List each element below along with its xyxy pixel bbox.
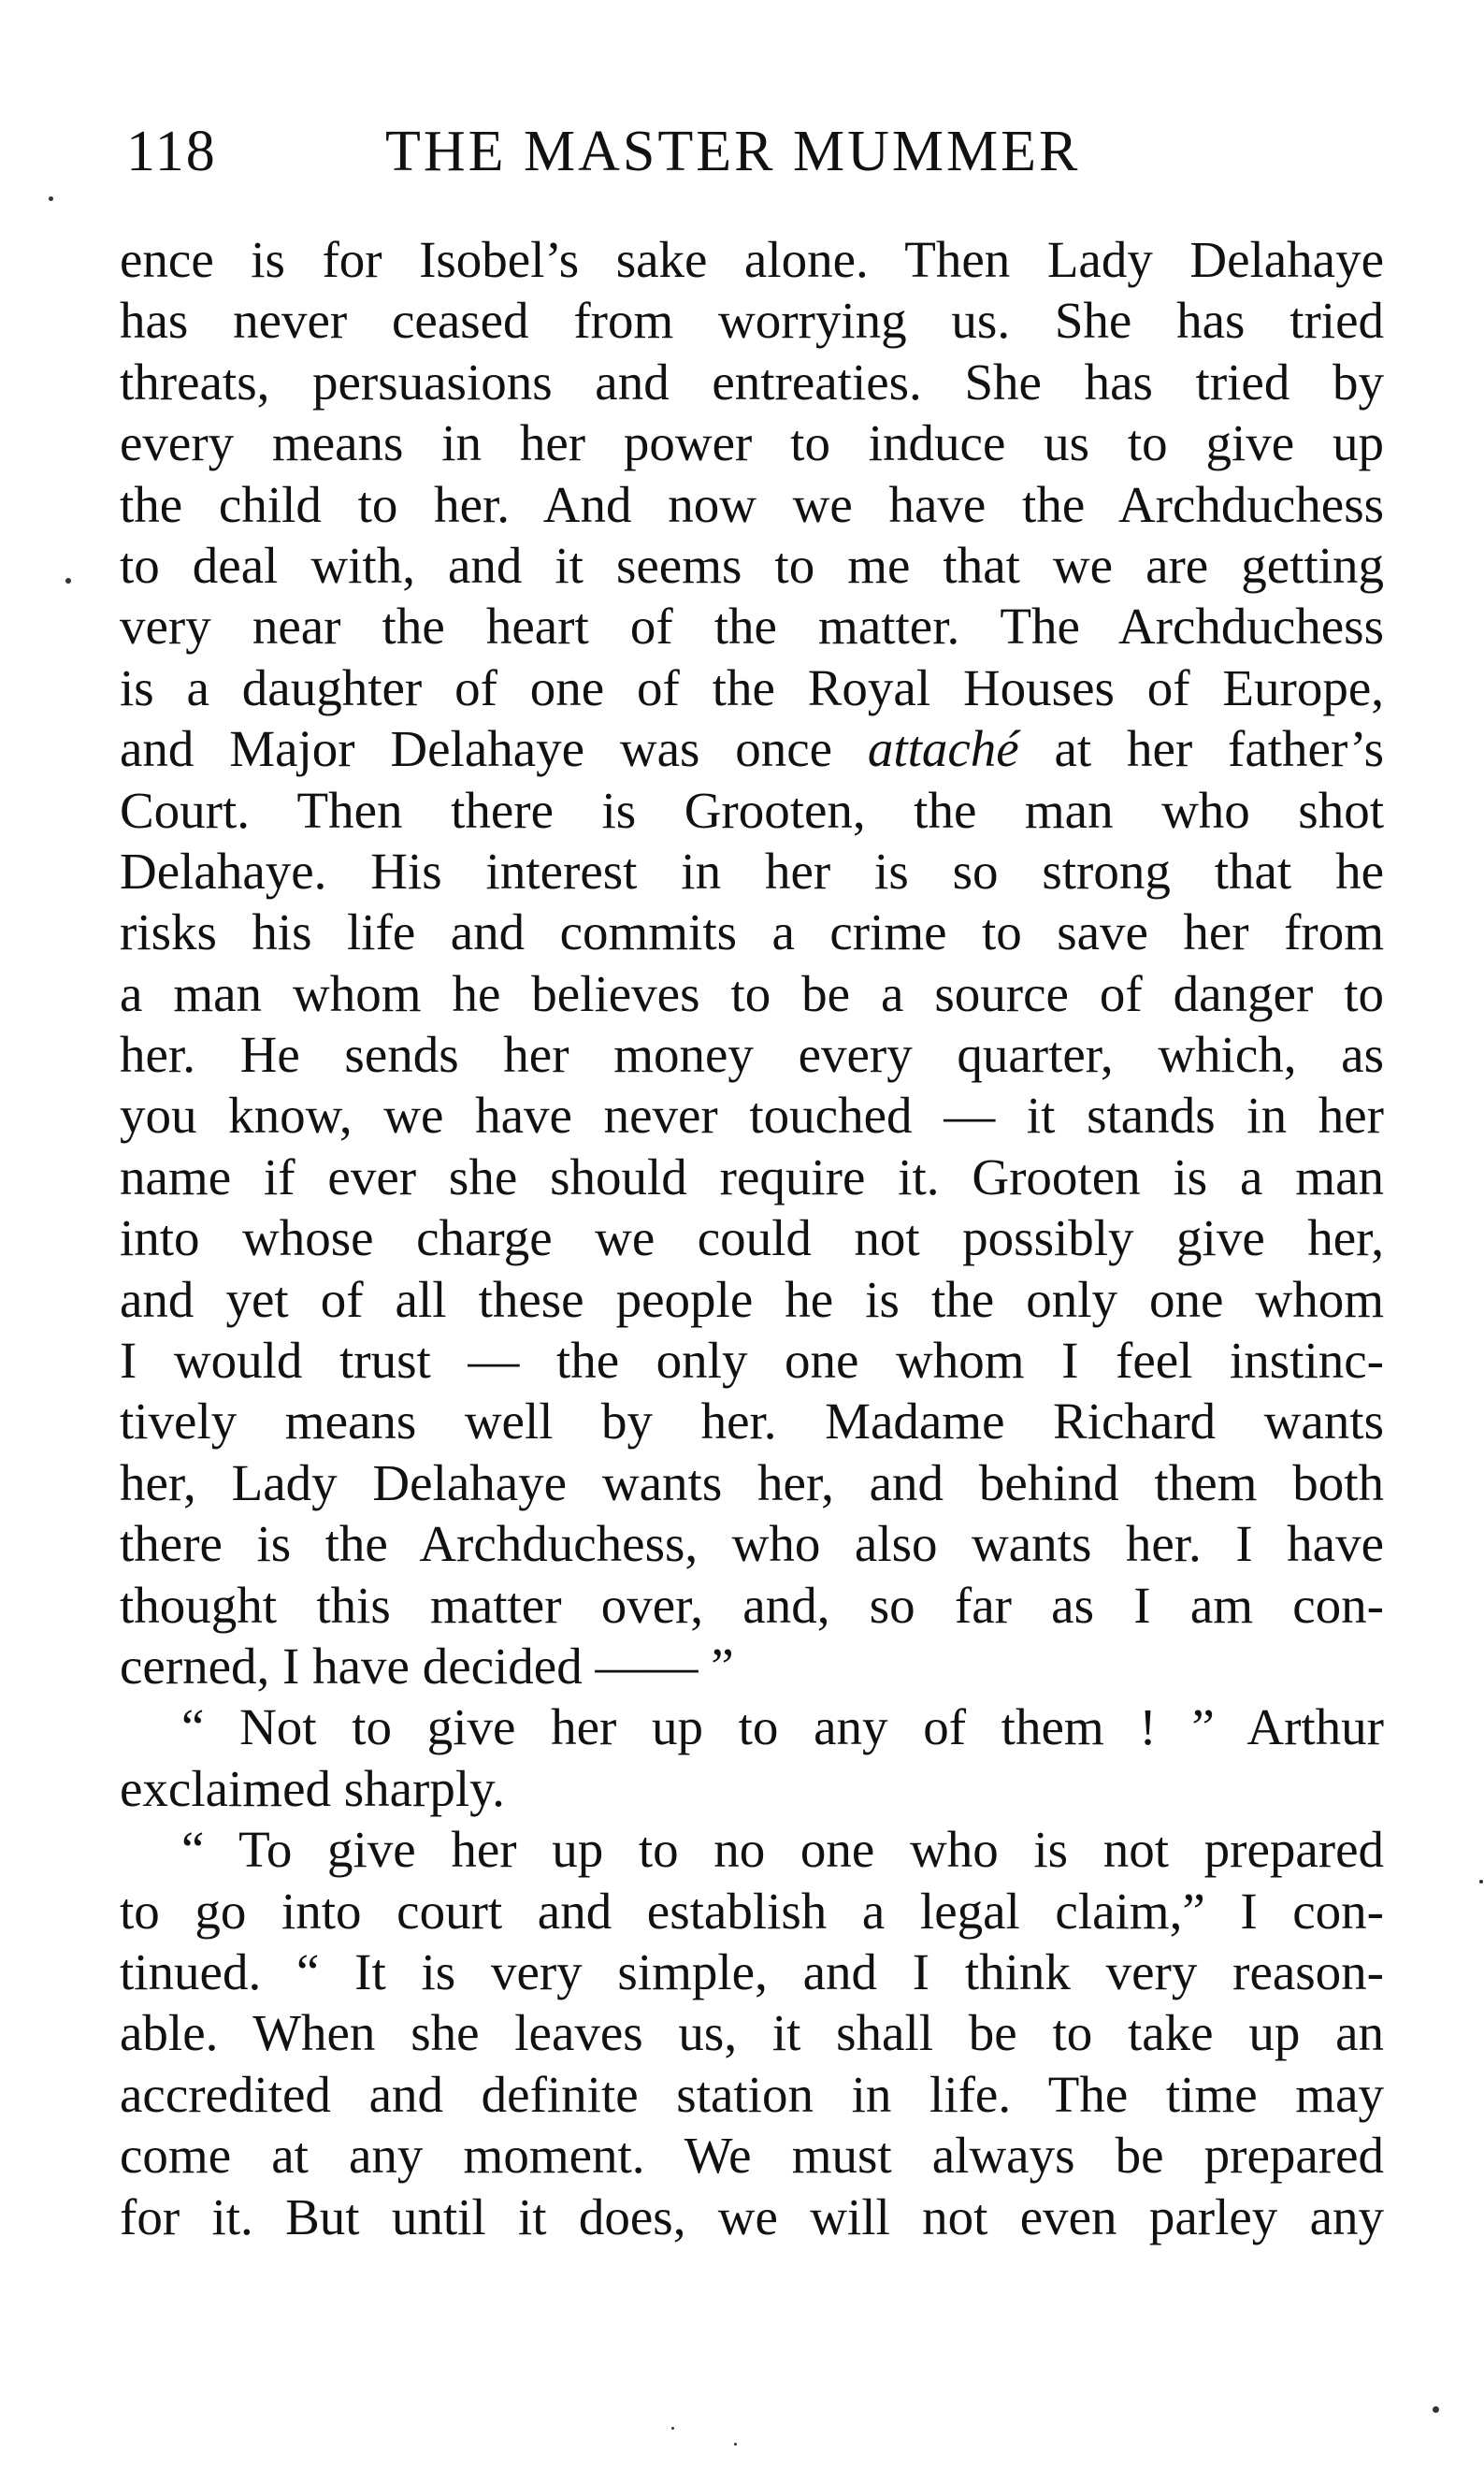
running-head <box>126 114 1379 189</box>
text-line: to go into court and establish a legal claim,” I con- <box>120 1882 1384 1940</box>
text-line: every means in her power to induce us to give up <box>120 414 1384 472</box>
text-line: a man whom he believes to be a source of danger to <box>120 964 1384 1022</box>
text-line: risks his life and commits a crime to save her from <box>120 903 1384 961</box>
page-number: 118 <box>126 120 217 183</box>
text-line: Delahaye. His interest in her is so strong that he <box>120 842 1384 900</box>
text-line: cerned, I have decided —— ” <box>120 1637 734 1695</box>
text-line: I would trust — the only one whom I feel instinc- <box>120 1332 1384 1390</box>
page-speck <box>734 2443 737 2446</box>
text-line: “ To give her up to no one who is not prepared <box>181 1821 1384 1879</box>
text-line: tively means well by her. Madame Richard wants <box>120 1393 1384 1450</box>
text-line: and Major Delahaye was once attaché at her father’s <box>120 720 1384 778</box>
italic-word: attaché <box>867 720 1019 778</box>
text-line: threats, persuasions and entreaties. She has tried by <box>120 353 1384 411</box>
text-line: you know, we have never touched — it stands in her <box>120 1087 1384 1145</box>
text-line: her. He sends her money every quarter, which, as <box>120 1026 1384 1084</box>
text-line: Court. Then there is Grooten, the man who shot <box>120 781 1384 839</box>
text-line: the child to her. And now we have the Archduchess <box>120 475 1384 533</box>
text-line: come at any moment. We must always be prepared <box>120 2127 1384 2185</box>
text-line: is a daughter of one of the Royal Houses of Europe, <box>120 658 1384 716</box>
text-line: her, Lady Delahaye wants her, and behind them both <box>120 1453 1384 1511</box>
text-line: into whose charge we could not possibly give her, <box>120 1209 1384 1267</box>
page-speck <box>49 196 53 201</box>
page-speck <box>65 578 71 584</box>
text-line: and yet of all these people he is the only one whom <box>120 1270 1384 1328</box>
text-line: has never ceased from worrying us. She has tried <box>120 292 1384 350</box>
text-line: exclaimed sharply. <box>120 1759 505 1817</box>
text-line: thought this matter over, and, so far as I am con- <box>120 1576 1384 1634</box>
text-line: able. When she leaves us, it shall be to take up an <box>120 2004 1384 2062</box>
text-line: for it. But until it does, we will not even parley any <box>120 2187 1384 2245</box>
text-line: ence is for Isobel’s sake alone. Then Lady Delahaye <box>120 231 1384 288</box>
text-line: tinued. “ It is very simple, and I think very reason- <box>120 1942 1384 2000</box>
text-line: name if ever she should require it. Grooten is a man <box>120 1147 1384 1205</box>
text-line: accredited and definite station in life. The time may <box>120 2065 1384 2123</box>
page-speck <box>1433 2406 1439 2413</box>
body-text <box>120 229 1384 2247</box>
text-line: there is the Archduchess, who also wants her. I have <box>120 1515 1384 1573</box>
page-speck <box>1479 1880 1483 1883</box>
running-title: THE MASTER MUMMER <box>385 120 1081 183</box>
page-speck <box>671 2427 674 2430</box>
text-line: to deal with, and it seems to me that we are getting <box>120 536 1384 594</box>
text-line: very near the heart of the matter. The Archduchess <box>120 598 1384 656</box>
text-line: “ Not to give her up to any of them ! ” Arthur <box>181 1698 1384 1756</box>
